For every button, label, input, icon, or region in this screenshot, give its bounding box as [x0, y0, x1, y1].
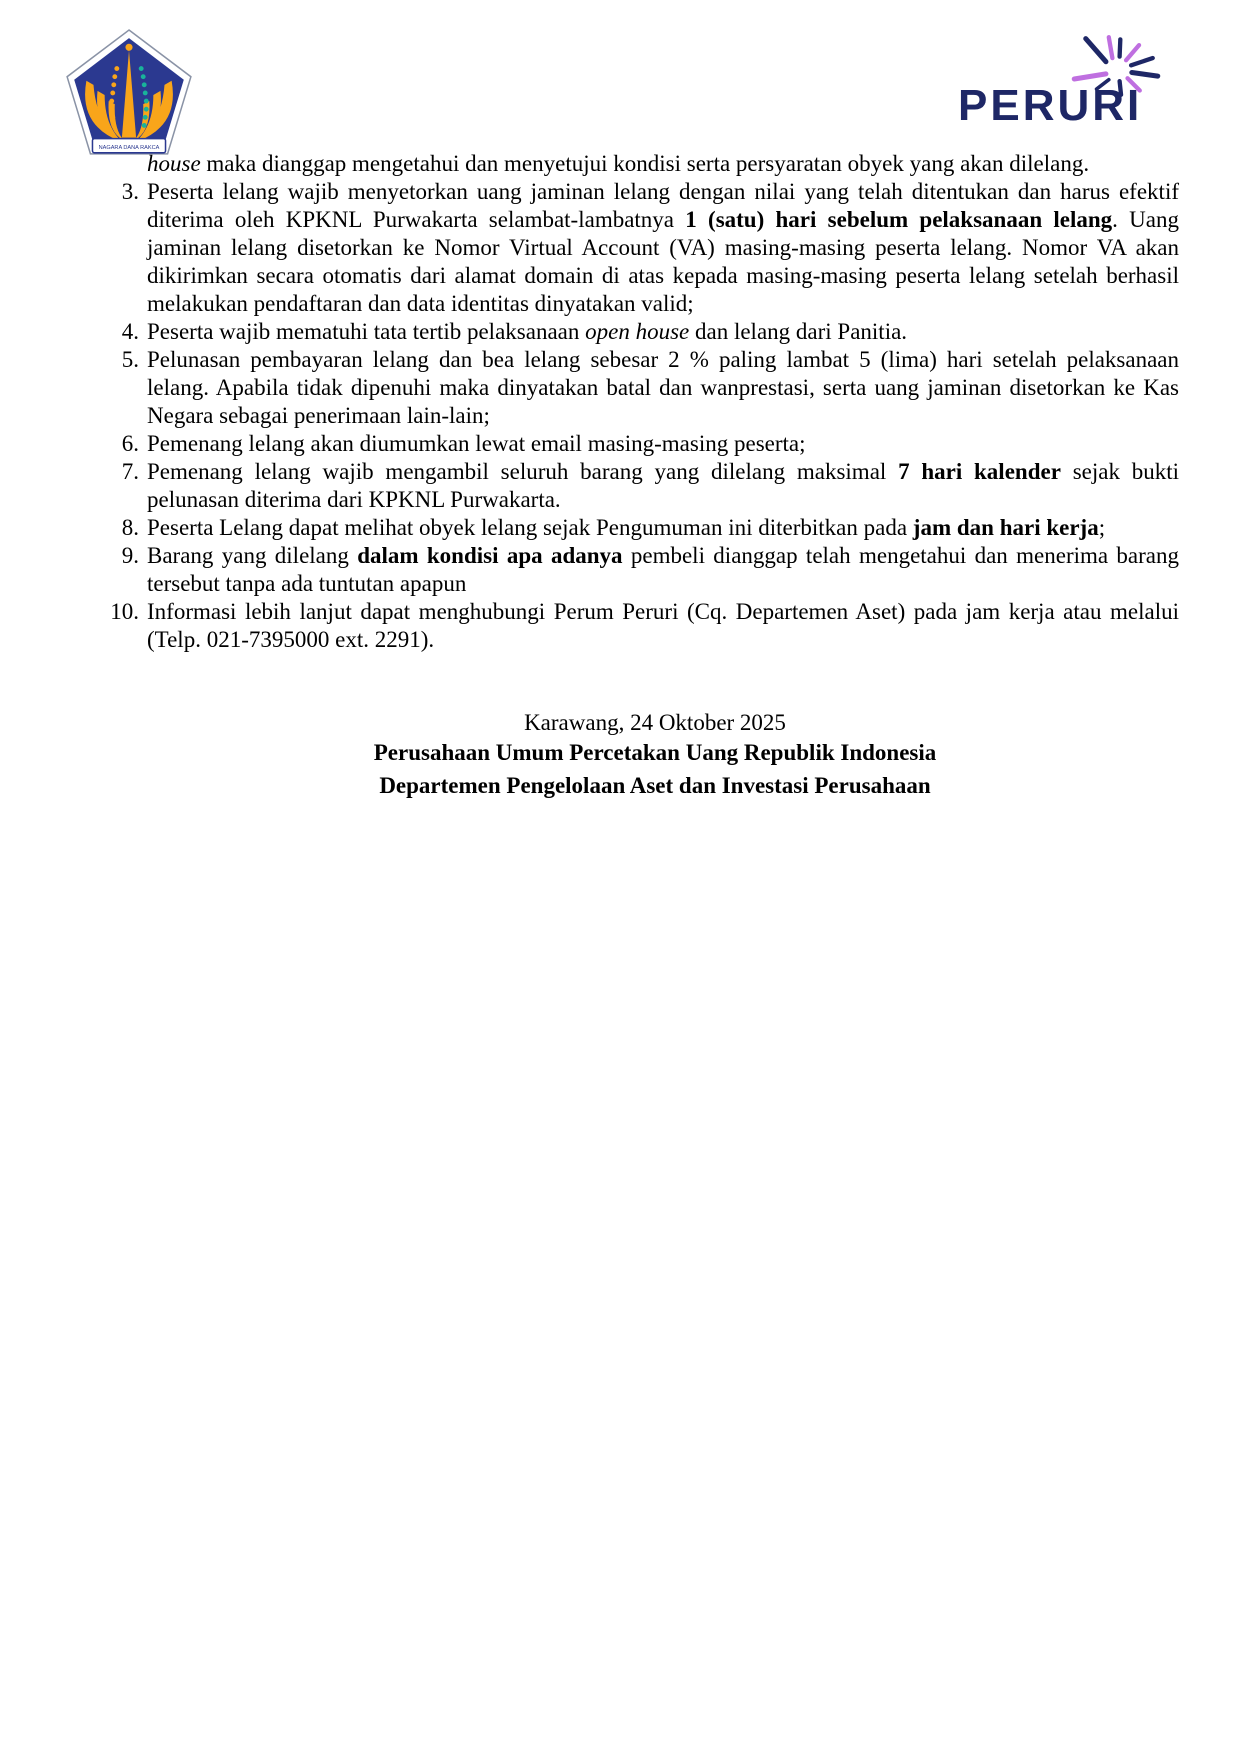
list-item-number: 4.: [121, 319, 139, 344]
list-item-text: [147, 430, 1179, 458]
text-segment: 7 hari kalender: [898, 459, 1061, 484]
text-segment: Peserta wajib mematuhi tata tertib pelaksanaan: [147, 319, 586, 344]
list-item-text: [147, 458, 1179, 514]
closing-place-date: Karawang, 24 Oktober 2025: [524, 710, 786, 735]
list-item: [103, 458, 1179, 514]
text-segment: maka dianggap mengetahui dan menyetujui kondisi serta persyaratan obyek yang akan dilelang.: [200, 151, 1090, 176]
closing-block: [147, 708, 1163, 801]
text-segment: Peserta Lelang dapat melihat obyek lelang sejak Pengumuman ini diterbitkan pada: [147, 515, 913, 540]
text-segment: sejak bukti pelunasan diterima dari KPKNL Purwakarta.: [147, 459, 1180, 512]
text-segment: pembeli dianggap telah mengetahui dan menerima barang tersebut tanpa ada tuntutan apapun: [147, 543, 1179, 596]
kemenkeu-banner-text: NAGARA DANA RAKCA: [98, 144, 160, 151]
peruri-logo: [950, 28, 1190, 132]
list-item-text: [147, 514, 1179, 542]
text-segment: 1 (satu) hari sebelum pelaksanaan lelang: [685, 207, 1113, 232]
peruri-wordmark: PERURI: [958, 81, 1143, 130]
closing-department-name: Departemen Pengelolaan Aset dan Investasi Perusahaan: [379, 773, 931, 798]
list-item-text: [147, 346, 1179, 430]
text-segment: dan lelang dari Panitia.: [689, 319, 908, 344]
text-segment: Pemenang lelang wajib mengambil seluruh barang yang dilelang maksimal: [147, 459, 899, 484]
list-item: [103, 430, 1179, 458]
paragraph-continuation: [147, 150, 1179, 178]
list-item-text: [147, 178, 1179, 318]
list-item-number: 3.: [121, 179, 139, 204]
list-item-text: [147, 542, 1179, 598]
text-segment: . Uang jaminan lelang disetorkan ke Nomor Virtual Account (VA) masing-masing peserta lelang. Nomor VA akan dikirimkan secara otomatis dari alamat domain di atas kepada masing-masing peserta lelang setelah berhasil melakukan pendaftaran dan data identitas dinyatakan valid;: [147, 207, 1179, 316]
text-segment: Pelunasan pembayaran lelang dan bea lelang sebesar 2 % paling lambat 5 (lima) hari setelah pelaksanaan lelang. Apabila tidak dipenuhi maka dinyatakan batal dan wanprestasi, serta uang jaminan disetorkan ke Kas Negara sebagai penerimaan lain-lain;: [147, 347, 1179, 428]
text-segment: jam dan hari kerja: [912, 515, 1099, 540]
list-item-number: 9.: [121, 543, 139, 568]
list-item-text: [147, 598, 1179, 654]
text-segment: Informasi lebih lanjut dapat menghubungi Perum Peruri (Cq. Departemen Aset) pada jam kerja atau melalui (Telp. 021-7395000 ext. 2291).: [147, 599, 1179, 652]
list-item-number: 10.: [110, 599, 139, 624]
list-item-number: 8.: [121, 515, 139, 540]
document-body: [103, 150, 1179, 654]
list-item-text: [147, 318, 1179, 346]
list-item: [103, 542, 1179, 598]
list-item: [103, 514, 1179, 542]
list-item: [103, 178, 1179, 318]
text-segment: Pemenang lelang akan diumumkan lewat email masing-masing peserta;: [147, 431, 806, 456]
text-segment: Barang yang dilelang: [147, 543, 358, 568]
text-segment: dalam kondisi apa adanya: [357, 543, 623, 568]
list-item: [103, 598, 1179, 654]
text-segment: house: [147, 151, 201, 176]
closing-company-name: Perusahaan Umum Percetakan Uang Republik Indonesia: [373, 740, 937, 765]
list-item-number: 7.: [121, 459, 139, 484]
text-segment: ;: [1098, 515, 1106, 540]
terms-list: [103, 178, 1179, 654]
list-item-number: 5.: [121, 347, 139, 372]
text-segment: open house: [585, 319, 690, 344]
list-item: [103, 346, 1179, 430]
text-segment: Peserta lelang wajib menyetorkan uang jaminan lelang dengan nilai yang telah ditentukan dan harus efektif diterima oleh KPKNL Purwakarta selambat-lambatnya: [147, 179, 1179, 232]
list-item: [103, 318, 1179, 346]
list-item-number: 6.: [121, 431, 139, 456]
kemenkeu-logo-icon: [66, 28, 192, 166]
